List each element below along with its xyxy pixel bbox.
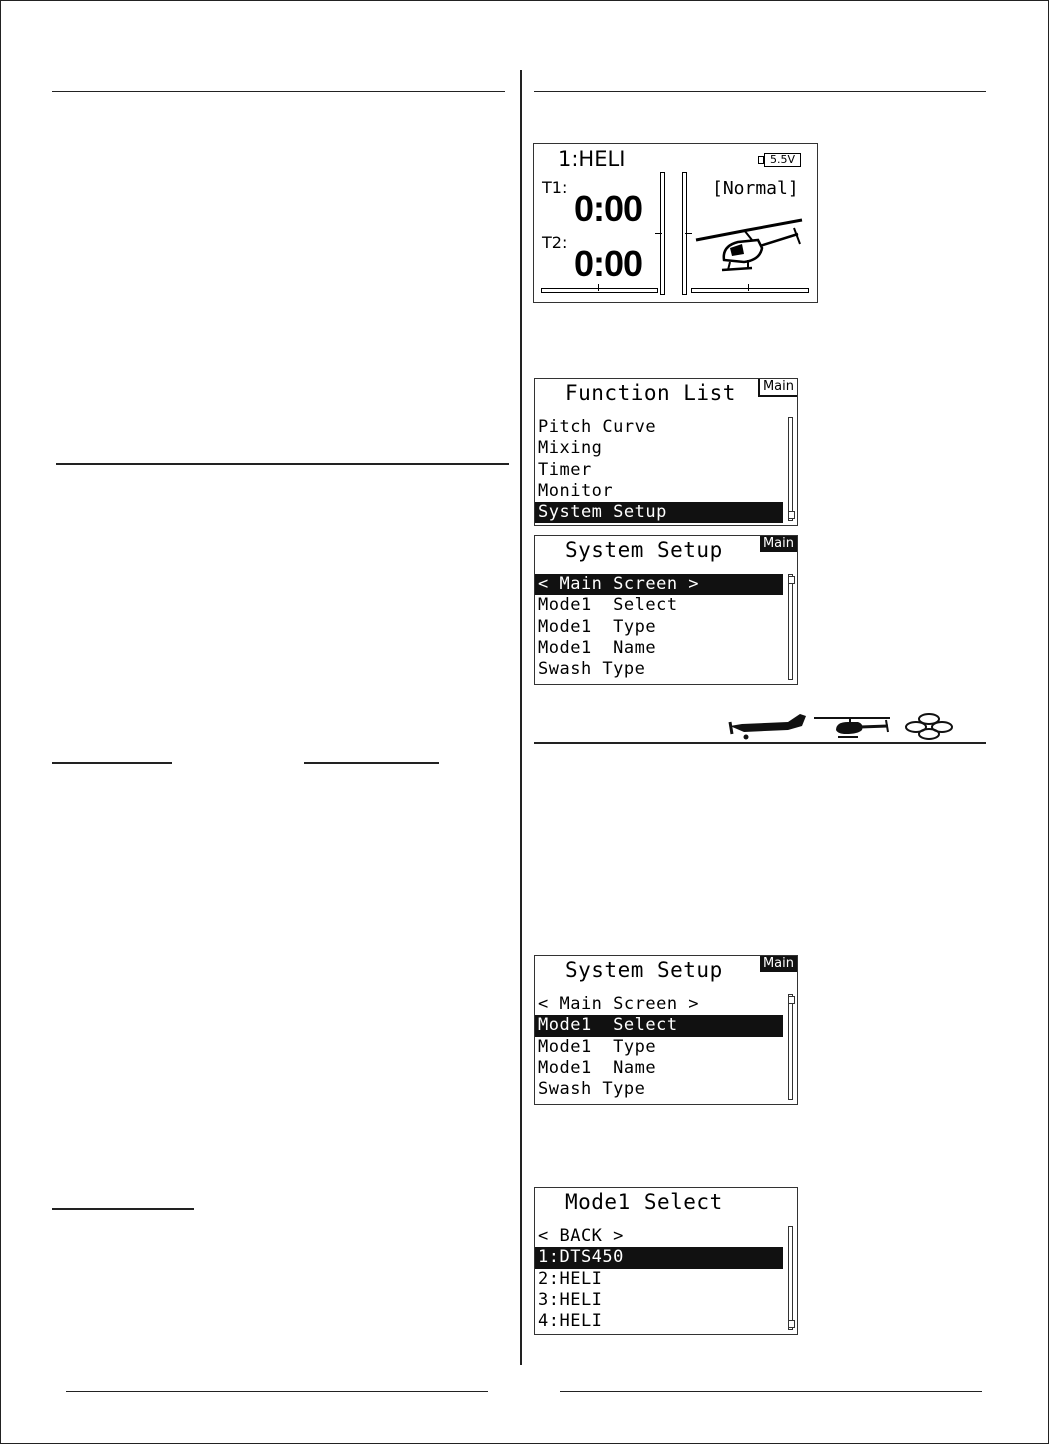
menu-item-main-screen[interactable]: < Main Screen > bbox=[535, 574, 783, 595]
menu-item-main-screen[interactable]: < Main Screen > bbox=[538, 994, 700, 1014]
battery-voltage: 5.5V bbox=[764, 153, 801, 167]
model-name: 1:HELI bbox=[558, 147, 626, 171]
menu-item-swash-type[interactable]: Swash Type bbox=[538, 659, 646, 680]
left-subheading-rule-3 bbox=[52, 1208, 194, 1210]
left-subheading-rule-1 bbox=[52, 762, 172, 764]
timer1-label: T1: bbox=[542, 178, 568, 197]
scrollbar-thumb[interactable] bbox=[788, 996, 795, 1004]
menu-item-back[interactable]: < BACK > bbox=[538, 1226, 624, 1246]
timer2-value: 0:00 bbox=[574, 243, 643, 284]
left-section-rule bbox=[56, 463, 509, 465]
helicopter-icon bbox=[812, 712, 892, 740]
menu-item-model-3[interactable]: 3:HELI bbox=[538, 1289, 603, 1310]
footer-rule-right bbox=[560, 1391, 982, 1392]
scrollbar-thumb[interactable] bbox=[788, 511, 795, 519]
trim-bar-left-horizontal-marker bbox=[598, 284, 599, 291]
timer1-value: 0:00 bbox=[574, 188, 643, 229]
menu-item-mixing[interactable]: Mixing bbox=[538, 438, 603, 459]
menu-item-mode-name[interactable]: Mode1 Name bbox=[538, 1057, 657, 1078]
right-header-rule bbox=[534, 91, 986, 92]
multirotor-icon bbox=[904, 712, 954, 740]
menu-item-pitch-curve[interactable]: Pitch Curve bbox=[538, 417, 657, 437]
system-setup-items bbox=[535, 574, 783, 680]
menu-item-mode-type[interactable]: Mode1 Type bbox=[538, 616, 657, 637]
menu-item-swash-type[interactable]: Swash Type bbox=[538, 1079, 646, 1100]
scrollbar[interactable] bbox=[788, 1226, 793, 1330]
column-divider bbox=[520, 70, 522, 1365]
menu-item-model-2[interactable]: 2:HELI bbox=[538, 1268, 603, 1289]
flight-mode: [Normal] bbox=[712, 178, 799, 199]
scrollbar-thumb[interactable] bbox=[788, 1320, 795, 1328]
menu-item-mode-type[interactable]: Mode1 Type bbox=[538, 1036, 657, 1057]
system-setup-lcd-1 bbox=[534, 535, 798, 685]
trim-bar-right-vertical-marker bbox=[685, 233, 692, 234]
function-list-items bbox=[535, 417, 783, 523]
main-tag: Main bbox=[758, 379, 797, 397]
trim-bar-right-horizontal bbox=[691, 288, 809, 293]
menu-item-timer[interactable]: Timer bbox=[538, 459, 592, 480]
left-header-rule bbox=[52, 91, 505, 92]
function-list-lcd bbox=[534, 378, 798, 526]
mode-select-lcd bbox=[534, 1187, 798, 1335]
mode-select-items bbox=[535, 1226, 783, 1332]
function-list-title: Function List bbox=[565, 381, 736, 405]
mode-select-title: Mode1 Select bbox=[565, 1190, 723, 1214]
menu-item-mode-select[interactable]: Mode1 Select bbox=[538, 595, 678, 616]
menu-item-system-setup[interactable]: System Setup bbox=[535, 502, 783, 523]
timer2-label: T2: bbox=[542, 233, 568, 252]
menu-item-model-1[interactable]: 1:DTS450 bbox=[535, 1247, 783, 1268]
main-screen-lcd bbox=[533, 143, 818, 303]
airplane-icon bbox=[728, 712, 810, 740]
main-tag: Main bbox=[760, 536, 797, 552]
system-setup-lcd-2 bbox=[534, 955, 798, 1105]
system-setup-items bbox=[535, 994, 783, 1100]
scrollbar[interactable] bbox=[788, 417, 793, 521]
scrollbar[interactable] bbox=[788, 574, 793, 680]
system-setup-title: System Setup bbox=[565, 538, 723, 562]
menu-item-model-4[interactable]: 4:HELI bbox=[538, 1311, 603, 1332]
main-tag: Main bbox=[760, 956, 797, 972]
trim-bar-right-horizontal-marker bbox=[748, 284, 749, 291]
scrollbar[interactable] bbox=[788, 994, 793, 1100]
left-subheading-rule-2 bbox=[304, 762, 439, 764]
menu-item-monitor[interactable]: Monitor bbox=[538, 480, 614, 501]
menu-item-mode-select[interactable]: Mode1 Select bbox=[535, 1015, 783, 1036]
footer-rule-left bbox=[66, 1391, 488, 1392]
system-setup-title: System Setup bbox=[565, 958, 723, 982]
trim-bar-left-vertical-marker bbox=[655, 233, 662, 234]
helicopter-icon bbox=[694, 216, 806, 276]
right-section-rule bbox=[534, 742, 986, 744]
scrollbar-thumb[interactable] bbox=[788, 576, 795, 584]
menu-item-mode-name[interactable]: Mode1 Name bbox=[538, 637, 657, 658]
trim-bar-left-horizontal bbox=[541, 288, 658, 293]
battery-indicator bbox=[758, 149, 801, 168]
